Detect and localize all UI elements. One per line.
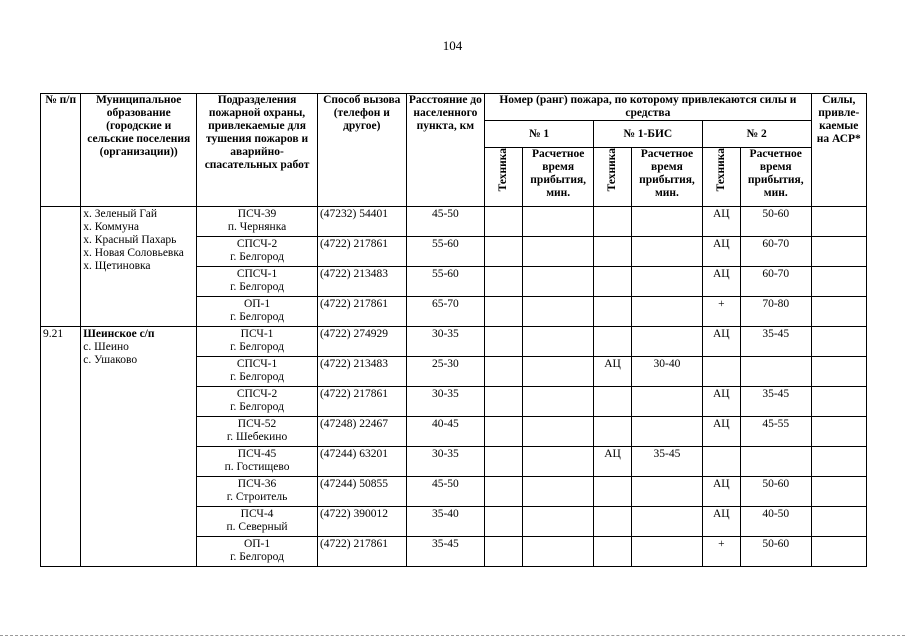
time-2-cell: 60-70 (740, 267, 811, 297)
time-2-cell (740, 357, 811, 387)
page-number: 104 (442, 38, 463, 53)
distance-cell: 55-60 (406, 267, 485, 297)
header-rank-1-bis: № 1-БИС (593, 121, 702, 148)
unit-cell (197, 537, 318, 567)
time-2-cell: 45-55 (740, 417, 811, 447)
time-1-cell (523, 357, 594, 387)
unit-location: г. Белгород (230, 311, 284, 323)
tech-2-cell: АЦ (702, 237, 740, 267)
tech-1-cell (485, 267, 523, 297)
unit-name: ПСЧ-39 (237, 208, 277, 220)
asr-cell (811, 267, 866, 297)
header-tech-1-label: Техника (497, 148, 510, 192)
asr-cell (811, 297, 866, 327)
header-tech-1bis-label: Техника (606, 148, 619, 192)
header-rank-1: № 1 (485, 121, 594, 148)
asr-cell (811, 207, 866, 237)
municipality-cell (81, 207, 197, 327)
time-1-cell (523, 207, 594, 237)
tech-1bis-cell (593, 417, 631, 447)
time-1-cell (523, 297, 594, 327)
tech-1bis-cell (593, 537, 631, 567)
tech-1-cell (485, 507, 523, 537)
unit-name: ПСЧ-1 (240, 328, 274, 340)
row-number-cell: 9.21 (41, 327, 81, 567)
tech-1-cell (485, 447, 523, 477)
time-1bis-cell (632, 507, 703, 537)
phone-cell: (4722) 217861 (317, 387, 406, 417)
tech-1bis-cell (593, 297, 631, 327)
time-1-cell (523, 267, 594, 297)
unit-location: г. Строитель (226, 491, 288, 503)
asr-cell (811, 537, 866, 567)
time-1-cell (523, 447, 594, 477)
distance-cell: 35-45 (406, 537, 485, 567)
time-2-cell: 50-60 (740, 207, 811, 237)
settlement-name: х. Новая Соловьевка (83, 247, 184, 259)
header-tech-2 (702, 148, 740, 207)
time-1bis-cell (632, 297, 703, 327)
settlement-name: с. Ушаково (83, 354, 138, 366)
tech-2-cell: АЦ (702, 267, 740, 297)
unit-cell (197, 297, 318, 327)
unit-cell (197, 237, 318, 267)
time-1-cell (523, 477, 594, 507)
time-2-cell: 40-50 (740, 507, 811, 537)
unit-location: г. Белгород (230, 281, 284, 293)
unit-cell (197, 507, 318, 537)
tech-1bis-cell (593, 477, 631, 507)
header-distance: Расстояние до населенного пункта, км (406, 94, 485, 207)
unit-location: г. Белгород (230, 341, 284, 353)
asr-cell (811, 507, 866, 537)
tech-1bis-cell (593, 507, 631, 537)
settlement-name: х. Красный Пахарь (83, 234, 177, 246)
municipality-cell (81, 327, 197, 567)
settlement-name: х. Зеленый Гай (83, 208, 158, 220)
header-asr: Силы, привле-каемые на АСР* (811, 94, 866, 207)
settlement-name: х. Щетиновка (83, 260, 151, 272)
tech-1bis-cell (593, 267, 631, 297)
phone-cell: (4722) 274929 (317, 327, 406, 357)
settlement-name: х. Коммуна (83, 221, 139, 233)
unit-name: ОП-1 (243, 538, 271, 550)
time-1-cell (523, 417, 594, 447)
header-tech-2-label: Техника (714, 148, 727, 192)
table-body (41, 207, 867, 567)
distance-cell: 55-60 (406, 237, 485, 267)
unit-location: г. Белгород (230, 551, 284, 563)
time-2-cell (740, 447, 811, 477)
tech-1-cell (485, 477, 523, 507)
tech-1-cell (485, 537, 523, 567)
tech-1-cell (485, 417, 523, 447)
unit-name: ПСЧ-45 (237, 448, 277, 460)
unit-cell (197, 207, 318, 237)
unit-name: ПСЧ-36 (237, 478, 277, 490)
tech-1bis-cell (593, 327, 631, 357)
time-1-cell (523, 507, 594, 537)
unit-cell (197, 447, 318, 477)
phone-cell: (4722) 217861 (317, 237, 406, 267)
asr-cell (811, 477, 866, 507)
tech-1bis-cell: АЦ (593, 357, 631, 387)
unit-cell (197, 267, 318, 297)
time-2-cell: 50-60 (740, 537, 811, 567)
header-time-1: Расчетное время прибытия, мин. (523, 148, 594, 207)
time-1bis-cell (632, 207, 703, 237)
unit-cell (197, 477, 318, 507)
header-rank-2: № 2 (702, 121, 811, 148)
asr-cell (811, 237, 866, 267)
tech-2-cell: АЦ (702, 477, 740, 507)
time-2-cell: 50-60 (740, 477, 811, 507)
time-1bis-cell: 30-40 (632, 357, 703, 387)
asr-cell (811, 417, 866, 447)
fire-forces-table (40, 93, 867, 567)
distance-cell: 30-35 (406, 387, 485, 417)
row-number-cell (41, 207, 81, 327)
unit-name: СПСЧ-2 (236, 388, 278, 400)
asr-cell (811, 387, 866, 417)
unit-location: г. Белгород (230, 401, 284, 413)
asr-cell (811, 327, 866, 357)
tech-1-cell (485, 297, 523, 327)
municipality-title: Шеинское с/п (83, 328, 155, 340)
tech-1bis-cell (593, 237, 631, 267)
tech-2-cell: АЦ (702, 507, 740, 537)
phone-cell: (4722) 217861 (317, 297, 406, 327)
header-num: № п/п (41, 94, 81, 207)
table-row (41, 207, 867, 237)
unit-cell (197, 357, 318, 387)
tech-2-cell (702, 447, 740, 477)
time-1bis-cell: 35-45 (632, 447, 703, 477)
time-1bis-cell (632, 327, 703, 357)
tech-2-cell (702, 357, 740, 387)
distance-cell: 25-30 (406, 357, 485, 387)
time-2-cell: 70-80 (740, 297, 811, 327)
distance-cell: 30-35 (406, 327, 485, 357)
unit-location: г. Шебекино (226, 431, 288, 443)
tech-1-cell (485, 327, 523, 357)
phone-cell: (47248) 22467 (317, 417, 406, 447)
header-tech-1 (485, 148, 523, 207)
time-1-cell (523, 537, 594, 567)
unit-location: г. Белгород (230, 251, 284, 263)
time-1bis-cell (632, 417, 703, 447)
unit-name: ОП-1 (243, 298, 271, 310)
time-1-cell (523, 237, 594, 267)
header-rank-group: Номер (ранг) пожара, по которому привлекаются силы и средства (485, 94, 811, 121)
tech-2-cell: АЦ (702, 387, 740, 417)
time-1-cell (523, 387, 594, 417)
unit-location: п. Гостищево (224, 461, 290, 473)
tech-1-cell (485, 387, 523, 417)
time-1bis-cell (632, 237, 703, 267)
phone-cell: (47232) 54401 (317, 207, 406, 237)
tech-1-cell (485, 237, 523, 267)
tech-2-cell: АЦ (702, 327, 740, 357)
tech-2-cell: + (702, 297, 740, 327)
asr-cell (811, 357, 866, 387)
unit-location: п. Северный (226, 521, 288, 533)
time-2-cell: 35-45 (740, 327, 811, 357)
unit-name: СПСЧ-1 (236, 358, 278, 370)
distance-cell: 40-45 (406, 417, 485, 447)
header-units: Подразделения пожарной охраны, привлекаемые для тушения пожаров и аварийно-спасательных работ (197, 94, 318, 207)
unit-name: ПСЧ-4 (240, 508, 274, 520)
unit-location: п. Чернянка (227, 221, 287, 233)
distance-cell: 45-50 (406, 477, 485, 507)
unit-cell (197, 387, 318, 417)
header-call-method: Способ вызова (телефон и другое) (317, 94, 406, 207)
distance-cell: 30-35 (406, 447, 485, 477)
phone-cell: (4722) 217861 (317, 537, 406, 567)
time-2-cell: 60-70 (740, 237, 811, 267)
header-time-2: Расчетное время прибытия, мин. (740, 148, 811, 207)
tech-1bis-cell (593, 387, 631, 417)
distance-cell: 45-50 (406, 207, 485, 237)
distance-cell: 65-70 (406, 297, 485, 327)
phone-cell: (47244) 50855 (317, 477, 406, 507)
settlement-name: с. Шеино (83, 341, 129, 353)
tech-1-cell (485, 207, 523, 237)
time-1bis-cell (632, 537, 703, 567)
header-municipality: Муниципальное образование (городские и сельские поселения (организации)) (81, 94, 197, 207)
header-time-1bis: Расчетное время прибытия, мин. (632, 148, 703, 207)
time-1bis-cell (632, 477, 703, 507)
unit-cell (197, 327, 318, 357)
unit-name: СПСЧ-1 (236, 268, 278, 280)
phone-cell: (4722) 213483 (317, 357, 406, 387)
phone-cell: (47244) 63201 (317, 447, 406, 477)
distance-cell: 35-40 (406, 507, 485, 537)
unit-location: г. Белгород (230, 371, 284, 383)
phone-cell: (4722) 213483 (317, 267, 406, 297)
tech-1bis-cell: АЦ (593, 447, 631, 477)
tech-2-cell: АЦ (702, 417, 740, 447)
header-tech-1bis (593, 148, 631, 207)
tech-1bis-cell (593, 207, 631, 237)
page-bottom-rule (0, 635, 905, 637)
asr-cell (811, 447, 866, 477)
time-2-cell: 35-45 (740, 387, 811, 417)
time-1-cell (523, 327, 594, 357)
tech-2-cell: АЦ (702, 207, 740, 237)
tech-1-cell (485, 357, 523, 387)
time-1bis-cell (632, 387, 703, 417)
tech-2-cell: + (702, 537, 740, 567)
time-1bis-cell (632, 267, 703, 297)
unit-cell (197, 417, 318, 447)
phone-cell: (4722) 390012 (317, 507, 406, 537)
unit-name: СПСЧ-2 (236, 238, 278, 250)
unit-name: ПСЧ-52 (237, 418, 277, 430)
table-row (41, 327, 867, 357)
